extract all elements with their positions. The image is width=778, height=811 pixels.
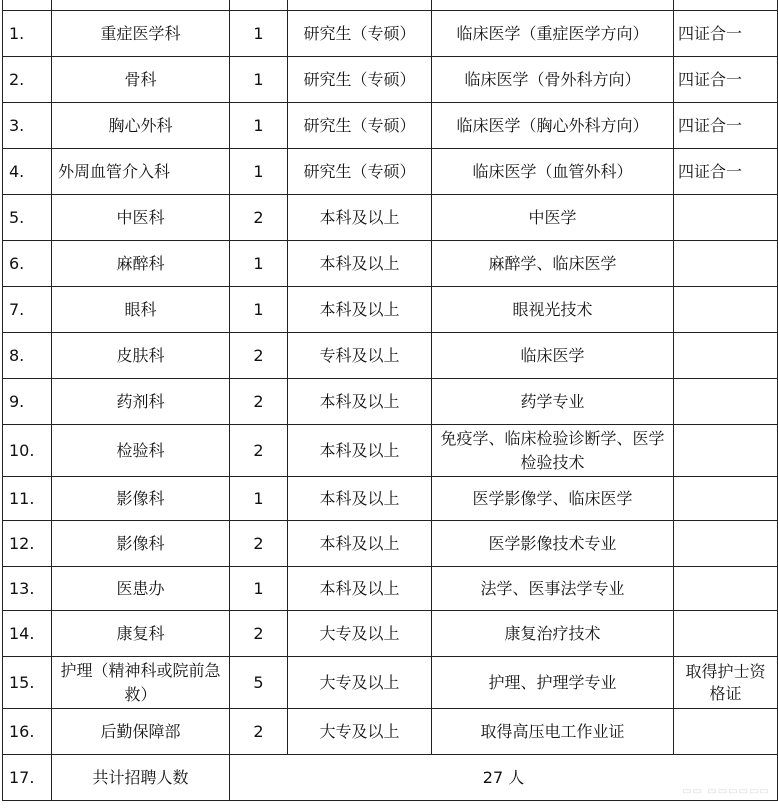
table-row [3, 195, 778, 241]
headcount-cell: 1 [230, 567, 288, 611]
row-number-cell: 8. [3, 333, 52, 379]
recruitment-table [2, 10, 778, 801]
row-number-cell: 17. [3, 755, 52, 801]
major-cell: 医学影像技术专业 [432, 521, 674, 567]
headcount-cell: 2 [230, 611, 288, 657]
major-cell: 取得高压电工作业证 [432, 709, 674, 755]
department-cell: 检验科 [52, 425, 230, 477]
note-cell: 四证合一 [674, 103, 778, 149]
row-number-cell: 4. [3, 149, 52, 195]
major-cell: 麻醉学、临床医学 [432, 241, 674, 287]
education-cell: 本科及以上 [288, 477, 432, 521]
major-cell: 临床医学（重症医学方向） [432, 11, 674, 57]
headcount-cell: 1 [230, 477, 288, 521]
note-cell: 四证合一 [674, 57, 778, 103]
table-row [3, 425, 778, 477]
note-cell: 四证合一 [674, 11, 778, 57]
row-number-cell: 13. [3, 567, 52, 611]
note-cell [674, 333, 778, 379]
headcount-cell: 2 [230, 709, 288, 755]
table-row [3, 657, 778, 709]
education-cell: 本科及以上 [288, 521, 432, 567]
watermark: ▭▭ ▭▭▭▭▭▭ [682, 786, 770, 797]
major-cell: 临床医学（胸心外科方向） [432, 103, 674, 149]
headcount-cell: 1 [230, 57, 288, 103]
education-cell: 专科及以上 [288, 333, 432, 379]
education-cell: 大专及以上 [288, 611, 432, 657]
department-cell: 重症医学科 [52, 11, 230, 57]
major-cell: 法学、医事法学专业 [432, 567, 674, 611]
major-cell: 康复治疗技术 [432, 611, 674, 657]
row-number-cell: 12. [3, 521, 52, 567]
note-cell [674, 287, 778, 333]
headcount-cell: 1 [230, 103, 288, 149]
note-cell [674, 195, 778, 241]
department-cell: 药剂科 [52, 379, 230, 425]
table-row [3, 57, 778, 103]
note-cell [674, 425, 778, 477]
department-cell: 中医科 [52, 195, 230, 241]
row-number-cell: 9. [3, 379, 52, 425]
headcount-cell: 1 [230, 241, 288, 287]
major-cell: 药学专业 [432, 379, 674, 425]
row-number-cell: 16. [3, 709, 52, 755]
education-cell: 研究生（专硕） [288, 149, 432, 195]
table-top-edge [2, 0, 778, 10]
department-cell: 医患办 [52, 567, 230, 611]
education-cell: 本科及以上 [288, 425, 432, 477]
row-number-cell: 5. [3, 195, 52, 241]
major-cell: 临床医学（骨外科方向） [432, 57, 674, 103]
table-row [3, 477, 778, 521]
table-row [3, 103, 778, 149]
department-cell: 影像科 [52, 521, 230, 567]
note-cell: 四证合一 [674, 149, 778, 195]
education-cell: 研究生（专硕） [288, 103, 432, 149]
education-cell: 本科及以上 [288, 379, 432, 425]
headcount-cell: 1 [230, 149, 288, 195]
note-cell [674, 379, 778, 425]
table-row [3, 611, 778, 657]
row-number-cell: 1. [3, 11, 52, 57]
education-cell: 研究生（专硕） [288, 57, 432, 103]
headcount-cell: 1 [230, 287, 288, 333]
headcount-cell: 2 [230, 379, 288, 425]
row-number-cell: 2. [3, 57, 52, 103]
major-cell: 眼视光技术 [432, 287, 674, 333]
table-row [3, 567, 778, 611]
note-cell [674, 241, 778, 287]
total-label: 共计招聘人数 [52, 755, 230, 801]
department-cell: 骨科 [52, 57, 230, 103]
department-cell: 康复科 [52, 611, 230, 657]
department-cell: 麻醉科 [52, 241, 230, 287]
total-row [3, 755, 778, 801]
education-cell: 大专及以上 [288, 709, 432, 755]
table-row [3, 241, 778, 287]
headcount-cell: 5 [230, 657, 288, 709]
department-cell: 眼科 [52, 287, 230, 333]
headcount-cell: 2 [230, 195, 288, 241]
table-row [3, 287, 778, 333]
department-cell: 后勤保障部 [52, 709, 230, 755]
major-cell: 中医学 [432, 195, 674, 241]
education-cell: 本科及以上 [288, 241, 432, 287]
education-cell: 大专及以上 [288, 657, 432, 709]
table-row [3, 11, 778, 57]
department-cell: 外周血管介入科 [52, 149, 230, 195]
table-row [3, 333, 778, 379]
department-cell: 影像科 [52, 477, 230, 521]
education-cell: 研究生（专硕） [288, 11, 432, 57]
education-cell: 本科及以上 [288, 567, 432, 611]
major-cell: 医学影像学、临床医学 [432, 477, 674, 521]
row-number-cell: 3. [3, 103, 52, 149]
note-cell [674, 521, 778, 567]
table-row [3, 521, 778, 567]
major-cell: 免疫学、临床检验诊断学、医学检验技术 [432, 425, 674, 477]
major-cell: 临床医学 [432, 333, 674, 379]
education-cell: 本科及以上 [288, 287, 432, 333]
row-number-cell: 15. [3, 657, 52, 709]
total-value: 27 人 [230, 755, 778, 801]
headcount-cell: 2 [230, 521, 288, 567]
table-row [3, 379, 778, 425]
note-cell: 取得护士资格证 [674, 657, 778, 709]
note-cell [674, 567, 778, 611]
education-cell: 本科及以上 [288, 195, 432, 241]
department-cell: 护理（精神科或院前急救） [52, 657, 230, 709]
note-cell [674, 709, 778, 755]
note-cell [674, 477, 778, 521]
major-cell: 临床医学（血管外科） [432, 149, 674, 195]
department-cell: 胸心外科 [52, 103, 230, 149]
note-cell [674, 611, 778, 657]
headcount-cell: 1 [230, 11, 288, 57]
table-row [3, 149, 778, 195]
table-row [3, 709, 778, 755]
row-number-cell: 14. [3, 611, 52, 657]
row-number-cell: 10. [3, 425, 52, 477]
department-cell: 皮肤科 [52, 333, 230, 379]
row-number-cell: 7. [3, 287, 52, 333]
row-number-cell: 11. [3, 477, 52, 521]
headcount-cell: 2 [230, 333, 288, 379]
major-cell: 护理、护理学专业 [432, 657, 674, 709]
headcount-cell: 2 [230, 425, 288, 477]
row-number-cell: 6. [3, 241, 52, 287]
